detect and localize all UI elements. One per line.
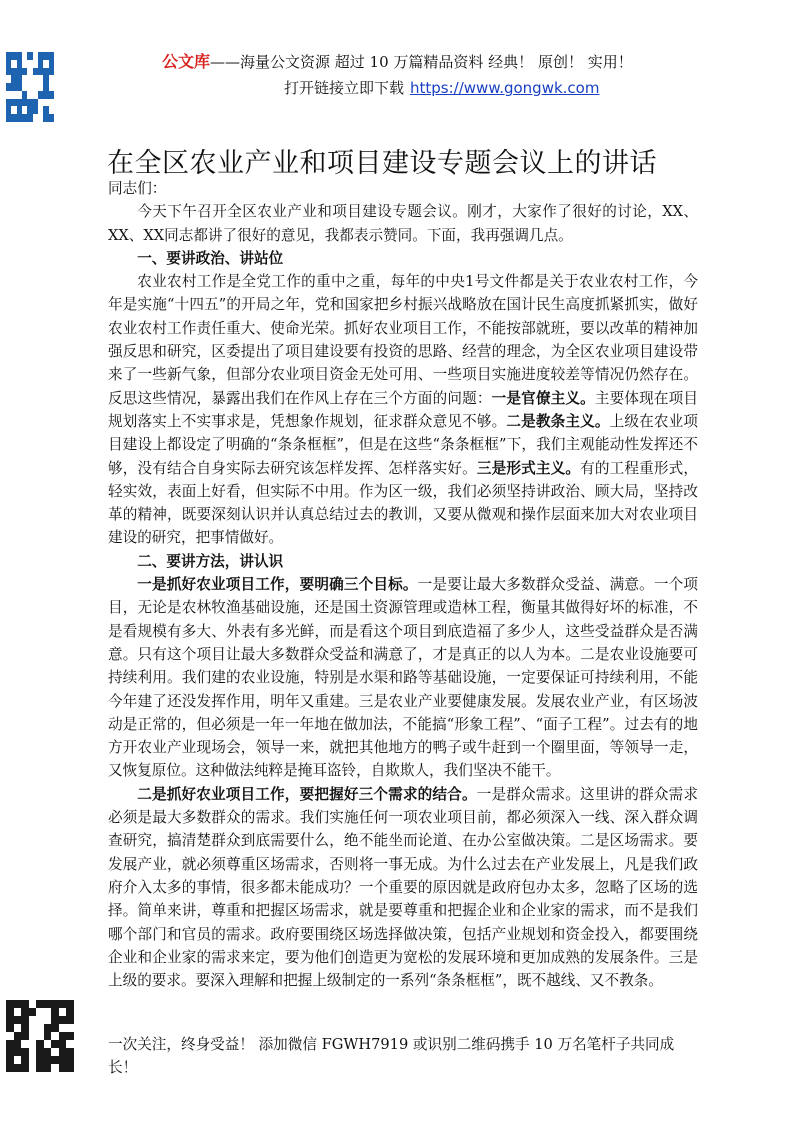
download-text: 打开链接立即下载 [284, 79, 405, 97]
section1-bold-2: 二是教条主义。 [506, 412, 610, 430]
section1-heading: 一、要讲政治、讲站位 [137, 249, 284, 267]
salutation: 同志们： [108, 180, 167, 197]
section2-p2-bold: 二是抓好农业项目工作，要把握好三个需求的结合。 [137, 785, 477, 803]
footer-text: 一次关注，终身受益！ 添加微信 FGWH7919 或识别二维码携手 10 万名笔杆子共同成长！ [108, 1036, 675, 1076]
section2-paragraph-2 [108, 783, 698, 993]
brand-name: 公文库 [162, 52, 211, 71]
section1-text-d: 上级在农业项目建设上都设定了明确的“条条框框”，但是在这些“条条框框”下，我们主观能动性发挥还不够，没有结合自身实际去研究该怎样发挥、怎样落实好。 [108, 412, 698, 477]
section1-bold-3: 三是形式主义。 [476, 459, 581, 477]
section1-text-e: 有的工程重形式，轻实效，表面上好看，但实际不中用。作为区一级，我们必须坚持讲政治、顾大局，坚持改革的精神，既要深刻认识并认真总结过去的教训，又要从微观和操作层面来加大对农业项目建设的研究，把事情做好。 [108, 459, 698, 547]
section1-text-a: 农业农村工作是全党工作的重中之重，每年的中央1号文件都是关于农业农村工作，今年是实施“十四五”的开局之年，党和国家把乡村振兴战略放在国计民生高度抓紧抓实，做好农业农村工作责任重大、使命光荣。抓好农业项目工作，不能按部就班，要以改革的精神加强反思和研究，区委提出了项目建设要有投资的思路、经营的理念，为全区农业项目建设带来了一些新气象，但部分农业项目资金无处可用、一些项目实施进度较差等情况仍然存在。反思这些情况，暴露出我们在作风上存在三个方面的问题： [108, 273, 698, 407]
section1-paragraph [108, 270, 698, 550]
page-title: 在全区农业产业和项目建设专题会议上的讲话 [107, 148, 657, 179]
section1-bold-1: 一是官僚主义。 [491, 389, 595, 407]
document-body [108, 177, 698, 992]
header-download-line [284, 77, 599, 98]
section1-text-c: 主要体现在项目规划落实上不实事求是，凭想象作规划，征求群众意见不够。 [108, 389, 698, 430]
qr-code-icon [6, 52, 54, 122]
intro-paragraph: 今天下午召开全区农业产业和项目建设专题会议。刚才，大家作了很好的讨论，XX、XX、XX同志都讲了很好的意见，我都表示赞同。下面，我再强调几点。 [108, 203, 698, 244]
section2-p2-text: 一是群众需求。这里讲的群众需求必须是最大多数群众的需求。我们实施任何一项农业项目前，都必须深入一线、深入群众调查研究，搞清楚群众到底需要什么，绝不能坐而论道、在办公室做决策。二是区场需求。要发展产业，就必须尊重区场需求，否则将一事无成。为什么过去在产业发展上，凡是我们政府介入太多的事情，很多都未能成功？一个重要的原因就是政府包办太多，忽略了区场的选择。简单来讲，尊重和把握区场需求，就是要尊重和把握企业和企业家的需求，而不是我们哪个部门和官员的需求。政府要围绕区场选择做决策，包括产业规划和资金投入，都要围绕企业和企业家的需求来定，要为他们创造更为宽松的发展环境和更加成熟的发展条件。三是上级的要求。要深入理解和把握上级制定的一系列“条条框框”，既不越线、又不教条。 [108, 785, 698, 990]
section2-p1-text: 一是要让最大多数群众受益、满意。一个项目，无论是农林牧渔基础设施，还是国土资源管理或造林工程，衡量其做得好坏的标准，不是看规模有多大、外表有多光鲜，而是看这个项目到底造福了多少人，这些受益群众是否满意。只有这个项目让最大多数群众受益和满意了，才是真正的以人为本。二是农业设施要可持续利用。我们建的农业设施，特别是水渠和路等基础设施，一定要保证可持续利用，不能今年建了还没发挥作用，明年又重建。三是农业产业要健康发展。发展农业产业，有区场波动是正常的，但必须是一年一年地在做加法，不能搞“形象工程”、“面子工程”。过去有的地方开农业产业现场会，领导一来，就把其他地方的鸭子或牛赶到一个圈里面，等领导一走，又恢复原位。这种做法纯粹是掩耳盗铃，自欺欺人，我们坚决不能干。 [108, 576, 698, 780]
header-tagline: ——海量公文资源 超过 10 万篇精品资料 经典！ 原创！ 实用！ [210, 53, 633, 71]
qr-code-icon [6, 1000, 74, 1072]
download-link[interactable]: https://www.gongwk.com [410, 79, 600, 97]
section2-p1-bold: 一是抓好农业项目工作，要明确三个目标。 [137, 576, 418, 594]
section2-heading: 二、要讲方法，讲认识 [137, 552, 284, 570]
header-tagline-line [162, 49, 633, 72]
section2-paragraph-1 [108, 573, 698, 783]
